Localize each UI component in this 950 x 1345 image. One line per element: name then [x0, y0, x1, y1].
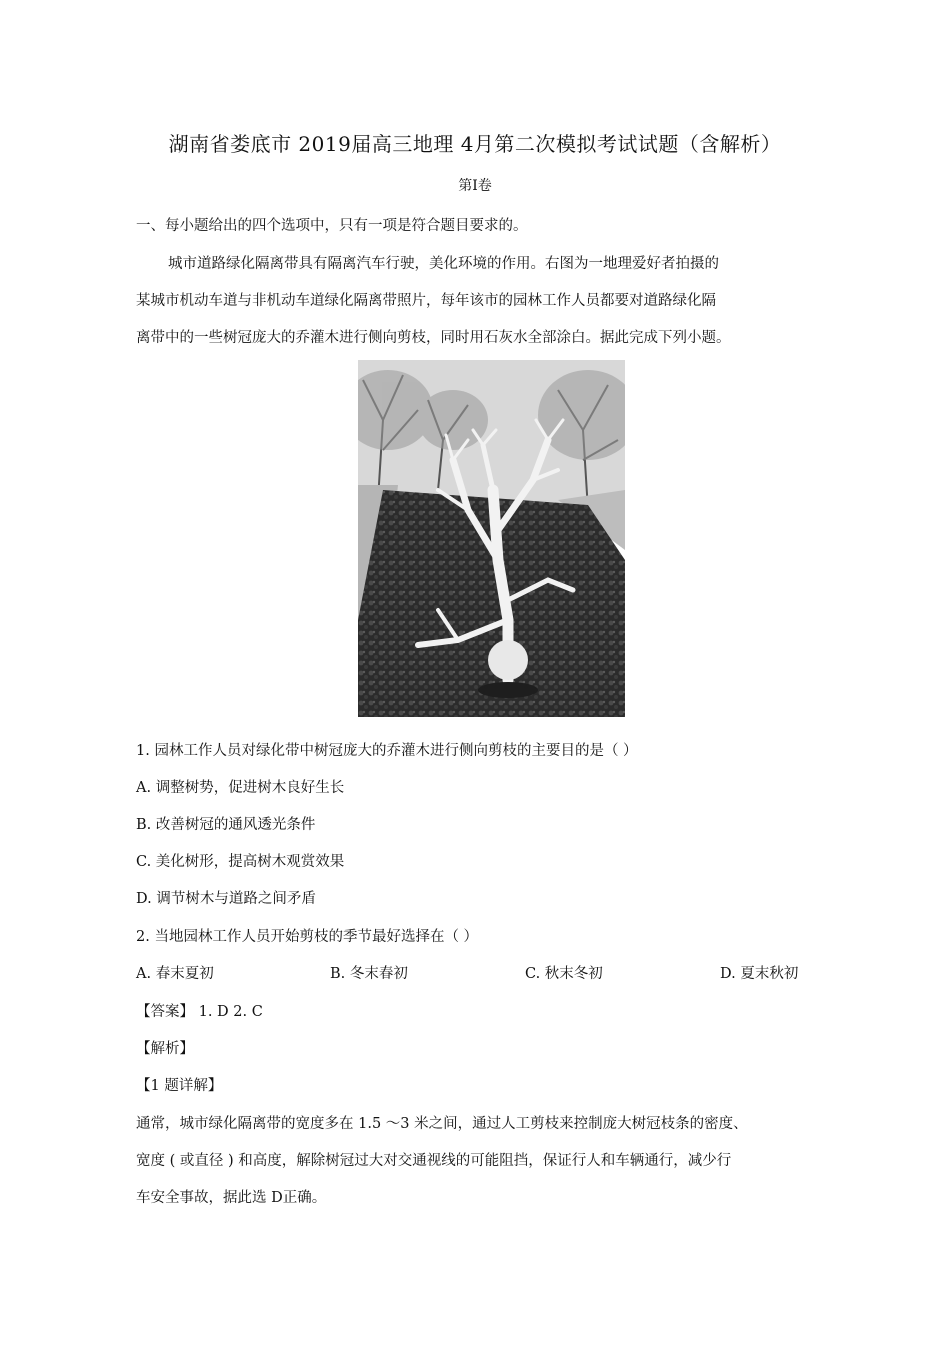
detail-line-1: 通常，城市绿化隔离带的宽度多在 1.5 ～3 米之间，通过人工剪枝来控制庞大树冠枝条的密度、: [136, 1116, 748, 1132]
question-1-stem: 1. 园林工作人员对绿化带中树冠庞大的乔灌木进行侧向剪枝的主要目的是（ ）: [136, 743, 638, 759]
instruction-text: 一、每小题给出的四个选项中，只有一项是符合题目要求的。: [136, 218, 528, 234]
detail-line-2: 宽度 ( 或直径 ) 和高度，解除树冠过大对交通视线的可能阻挡，保证行人和车辆通行，减少行: [136, 1153, 732, 1169]
greenbelt-tree-photo: [358, 360, 625, 717]
question-1-option-b: B. 改善树冠的通风透光条件: [136, 817, 316, 833]
answer-line: 【答案】 1. D 2. C: [136, 1004, 263, 1020]
question-2-option-a: A. 春末夏初: [136, 966, 214, 982]
passage-line-3: 离带中的一些树冠庞大的乔灌木进行侧向剪枝，同时用石灰水全部涂白。据此完成下列小题。: [136, 330, 731, 346]
passage-line-2: 某城市机动车道与非机动车道绿化隔离带照片，每年该市的园林工作人员都要对道路绿化隔: [136, 293, 716, 309]
question-1-option-c: C. 美化树形，提高树木观赏效果: [136, 854, 345, 870]
analysis-heading: 【解析】: [136, 1041, 194, 1057]
question-2-stem: 2. 当地园林工作人员开始剪枝的季节最好选择在（ ）: [136, 929, 479, 945]
passage-line-1: 城市道路绿化隔离带具有隔离汽车行驶，美化环境的作用。右图为一地理爱好者拍摄的: [168, 256, 719, 272]
detail-heading: 【1 题详解】: [136, 1078, 223, 1094]
question-2-option-d: D. 夏末秋初: [720, 966, 799, 982]
detail-line-3: 车安全事故，据此选 D正确。: [136, 1190, 327, 1206]
document-title: 湖南省娄底市 2019届高三地理 4月第二次模拟考试试题（含解析）: [168, 132, 782, 156]
question-1-option-d: D. 调节树木与道路之间矛盾: [136, 891, 316, 907]
question-2-option-b: B. 冬末春初: [330, 966, 408, 982]
section-heading: 第Ⅰ卷: [458, 178, 492, 194]
question-2-option-c: C. 秋末冬初: [525, 966, 603, 982]
question-1-option-a: A. 调整树势，促进树木良好生长: [136, 780, 345, 796]
